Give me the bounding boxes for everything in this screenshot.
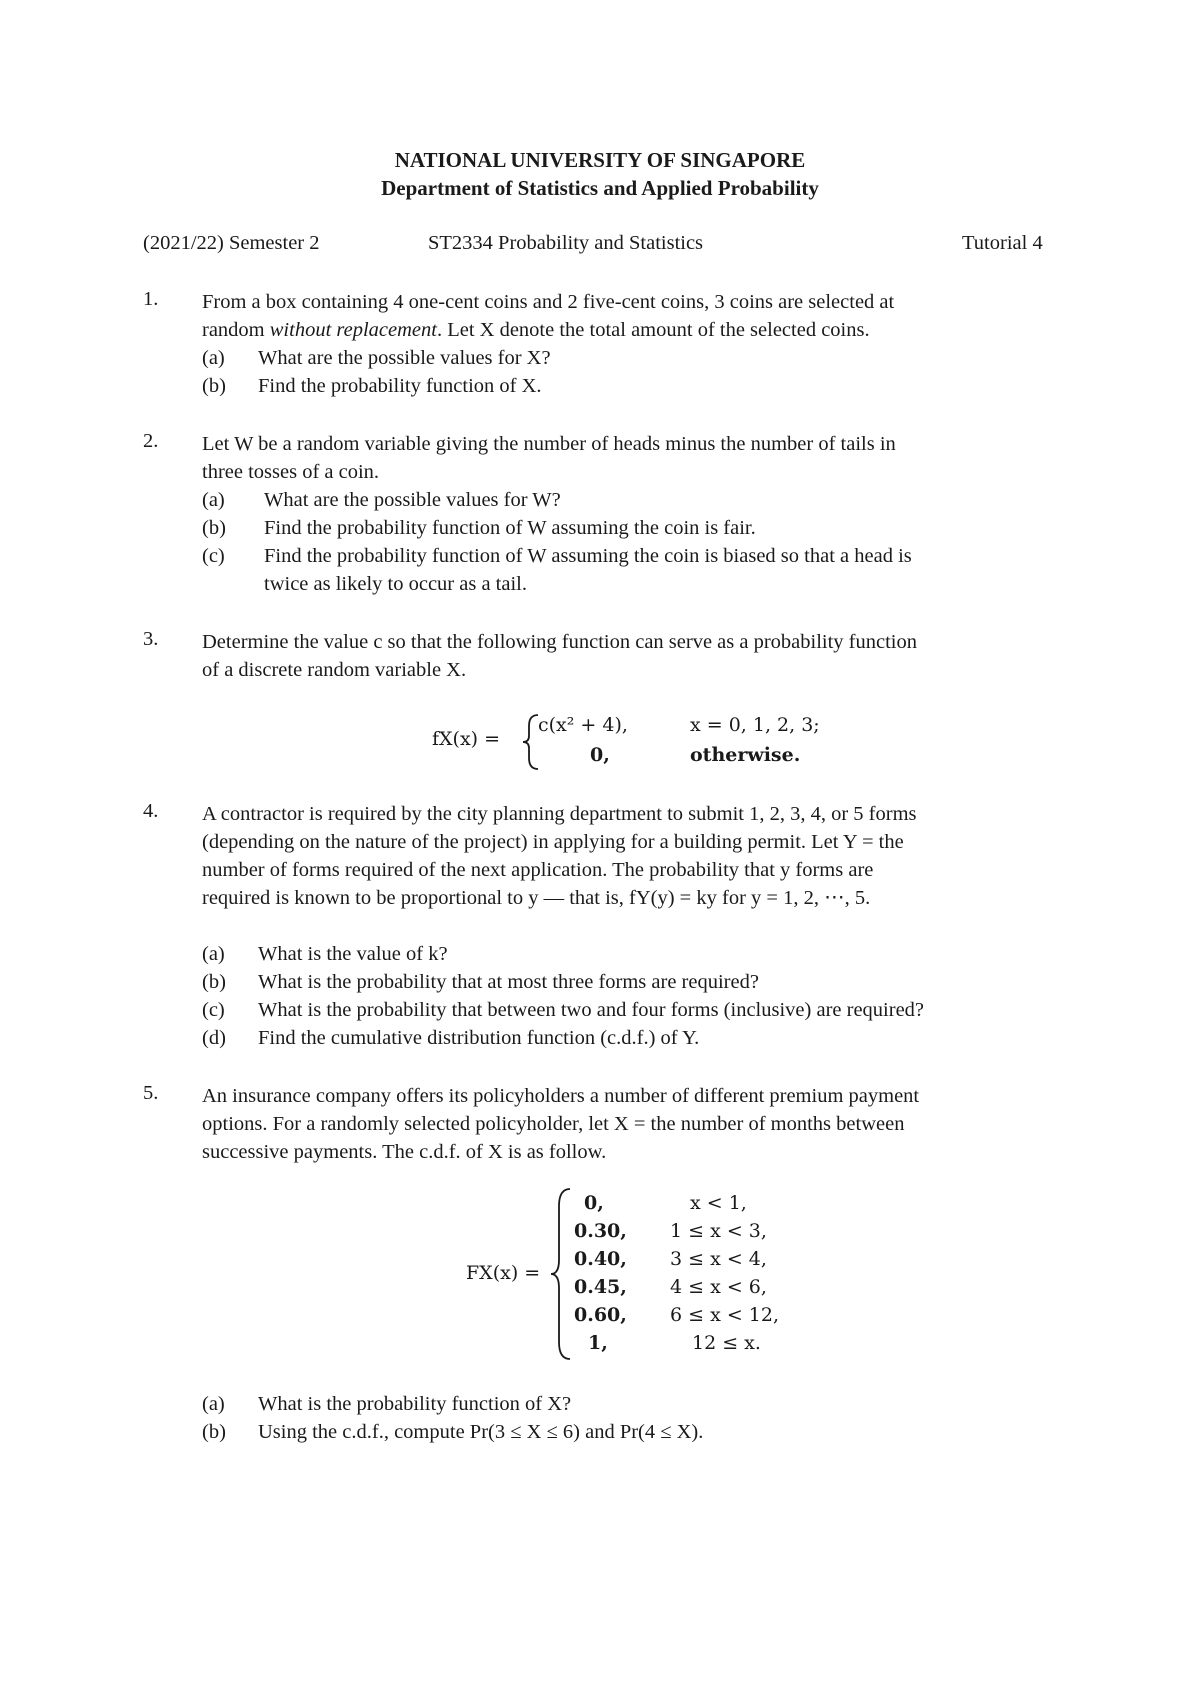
q3-line-2: of a discrete random variable X.: [202, 659, 467, 681]
q1-line-2: random without replacement. Let X denote the total amount of the selected coins.: [202, 319, 870, 341]
q4-line-3: number of forms required of the next application. The probability that y forms are: [202, 859, 874, 881]
question-3-text: [202, 628, 1062, 684]
question-4b: (b) What is the probability that at most three forms are required?: [202, 971, 759, 993]
q5-row-value: 0.40,: [574, 1248, 627, 1270]
q5-row-condition: 1 ≤ x < 3,: [670, 1220, 767, 1242]
q5-row-value: 0.60,: [574, 1304, 627, 1326]
q3-line-1: Determine the value c so that the following function can serve as a probability function: [202, 631, 917, 653]
question-2a: (a) What are the possible values for W?: [202, 489, 561, 511]
department-title: Department of Statistics and Applied Probability: [381, 176, 819, 200]
q5-row-value: 1,: [588, 1332, 608, 1354]
q3-row1-value: c(x² + 4),: [538, 714, 628, 736]
q5-line-1: An insurance company offers its policyholders a number of different premium payment: [202, 1085, 920, 1107]
q4-line-1: A contractor is required by the city planning department to submit 1, 2, 3, 4, or 5 forms: [202, 803, 917, 825]
question-3-number: 3.: [143, 628, 159, 650]
question-4a: (a) What is the value of k?: [202, 943, 448, 965]
university-title: NATIONAL UNIVERSITY OF SINGAPORE: [394, 148, 806, 172]
q5-equation-lhs: FX(x) =: [466, 1262, 541, 1284]
q5-row-condition: 4 ≤ x < 6,: [670, 1276, 767, 1298]
semester-label: (2021/22) Semester 2: [143, 232, 320, 254]
q5-line-3: successive payments. The c.d.f. of X is as follow.: [202, 1141, 607, 1163]
q4-line-2: (depending on the nature of the project) in applying for a building permit. Let Y = the: [202, 831, 904, 853]
q2-line-2: three tosses of a coin.: [202, 461, 380, 483]
q5-row-condition: 12 ≤ x.: [692, 1332, 761, 1354]
q5-row-value: 0.30,: [574, 1220, 627, 1242]
question-1-text: [202, 288, 1062, 344]
question-2-text: [202, 430, 1062, 486]
question-1-number: 1.: [143, 288, 159, 310]
question-4-text: [202, 800, 1062, 912]
q5-row-condition: 6 ≤ x < 12,: [670, 1304, 780, 1326]
q5-row-condition: x < 1,: [690, 1192, 747, 1214]
question-5a: (a) What is the probability function of X?: [202, 1393, 572, 1415]
q5-row-value: 0,: [584, 1192, 604, 1214]
q3-row2-value: 0,: [590, 744, 610, 766]
question-4c: (c) What is the probability that between two and four forms (inclusive) are required?: [202, 999, 925, 1021]
q2-line-1: Let W be a random variable giving the number of heads minus the number of tails in: [202, 433, 896, 455]
q1-line-1: From a box containing 4 one-cent coins and 2 five-cent coins, 3 coins are selected at: [202, 291, 895, 313]
question-2c-continued: twice as likely to occur as a tail.: [264, 573, 527, 595]
q3-row2-condition: otherwise.: [690, 744, 801, 766]
question-5-text: [202, 1082, 1062, 1166]
q4-line-4: required is known to be proportional to y — that is, fY(y) = ky for y = 1, 2, ⋯, 5.: [202, 887, 871, 909]
question-4-number: 4.: [143, 800, 159, 822]
question-5b: (b) Using the c.d.f., compute Pr(3 ≤ X ≤ 6) and Pr(4 ≤ X).: [202, 1421, 704, 1443]
course-label: ST2334 Probability and Statistics: [428, 232, 704, 254]
question-4d: (d) Find the cumulative distribution function (c.d.f.) of Y.: [202, 1027, 700, 1049]
question-2-number: 2.: [143, 430, 159, 452]
question-2b: (b) Find the probability function of W assuming the coin is fair.: [202, 517, 756, 539]
q5-brace: [548, 1186, 574, 1362]
q3-equation-lhs: fX(x) =: [432, 728, 501, 750]
question-1b: (b) Find the probability function of X.: [202, 375, 542, 397]
tutorial-label: Tutorial 4: [962, 232, 1043, 254]
question-5-number: 5.: [143, 1082, 159, 1104]
q3-row1-condition: x = 0, 1, 2, 3;: [690, 714, 820, 736]
q5-row-value: 0.45,: [574, 1276, 627, 1298]
question-2c: (c) Find the probability function of W assuming the coin is biased so that a head is: [202, 545, 912, 567]
q5-line-2: options. For a randomly selected policyholder, let X = the number of months between: [202, 1113, 905, 1135]
question-1a: (a) What are the possible values for X?: [202, 347, 551, 369]
q5-row-condition: 3 ≤ x < 4,: [670, 1248, 767, 1270]
